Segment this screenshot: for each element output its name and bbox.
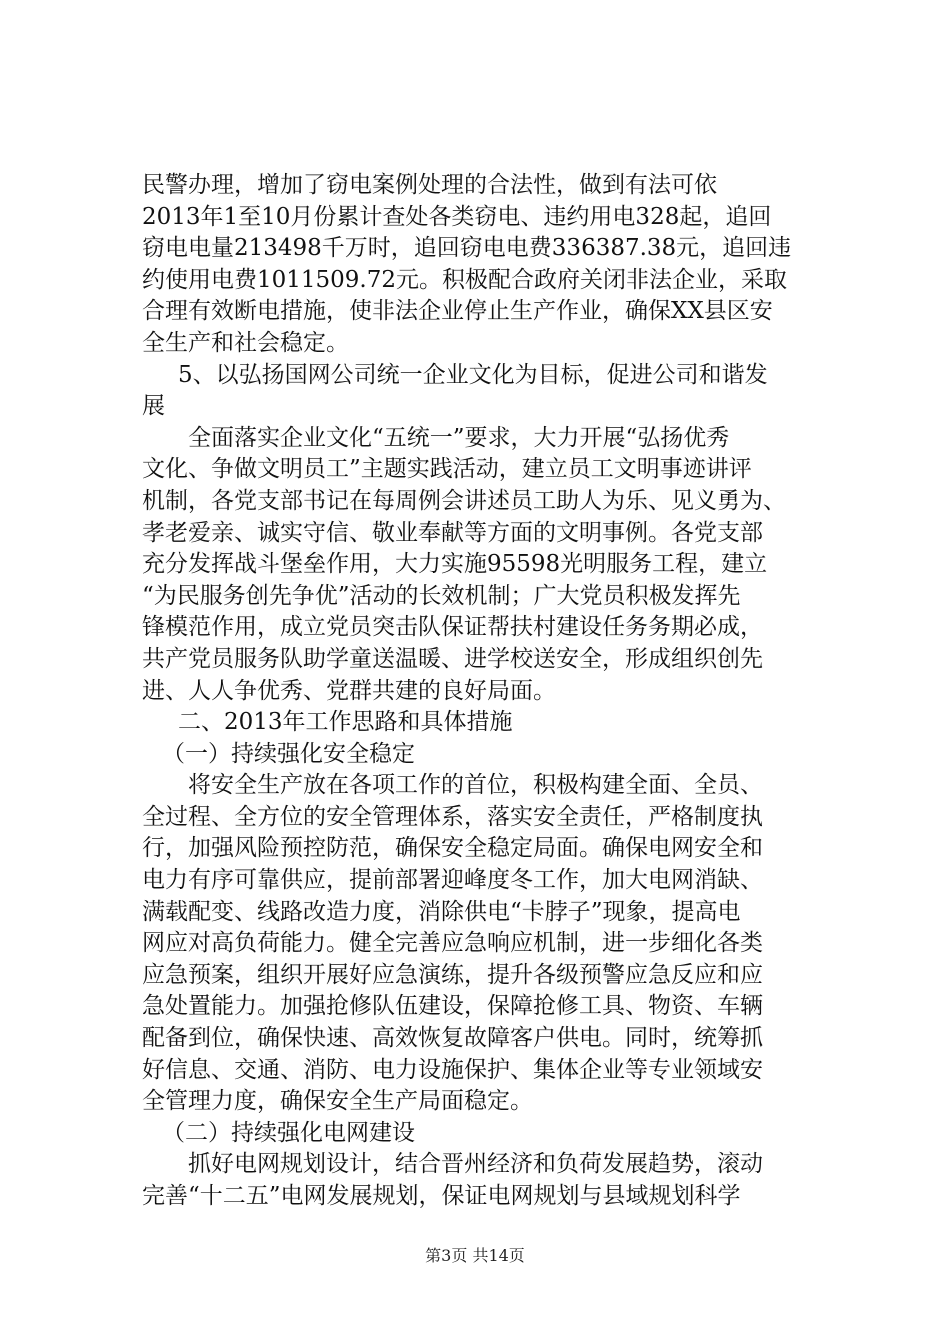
text-line: 配备到位，确保快速、高效恢复故障客户供电。同时，统筹抓 [142, 1025, 763, 1052]
text-line: 约使用电费1011509.72元。积极配合政府关闭非法企业，采取 [142, 266, 788, 293]
text-line: （一）持续强化安全稳定 [162, 740, 415, 767]
text-line: 孝老爱亲、诚实守信、敬业奉献等方面的文明事例。各党支部 [142, 519, 763, 546]
text-line: 2013年1至10月份累计查处各类窃电、违约用电328起，追回 [142, 203, 772, 230]
text-line: 行，加强风险预控防范，确保安全稳定局面。确保电网安全和 [142, 835, 763, 862]
text-line: 展 [142, 393, 165, 420]
text-line: 全生产和社会稳定。 [142, 329, 349, 356]
text-line: 文化、争做文明员工”主题实践活动，建立员工文明事迹讲评 [142, 456, 752, 483]
text-line: 充分发挥战斗堡垒作用，大力实施95598光明服务工程，建立 [142, 551, 768, 578]
text-line: 全面落实企业文化“五统一”要求，大力开展“弘扬优秀 [188, 424, 730, 451]
text-line: 窃电电量213498千万时，追回窃电电费336387.38元，追回违 [142, 235, 792, 262]
text-line: “为民服务创先争优”活动的长效机制；广大党员积极发挥先 [142, 582, 741, 609]
text-line: 网应对高负荷能力。健全完善应急响应机制，进一步细化各类 [142, 930, 763, 957]
text-line: （二）持续强化电网建设 [162, 1119, 415, 1146]
text-line: 民警办理，增加了窃电案例处理的合法性，做到有法可依 [142, 172, 717, 198]
text-line: 全过程、全方位的安全管理体系，落实安全责任，严格制度执 [142, 803, 763, 830]
text-line: 5、以弘扬国网公司统一企业文化为目标，促进公司和谐发 [178, 361, 768, 388]
text-line: 完善“十二五”电网发展规划，保证电网规划与县域规划科学 [142, 1183, 741, 1209]
document-body [142, 170, 832, 1213]
text-line: 应急预案，组织开展好应急演练，提升各级预警应急反应和应 [142, 961, 763, 988]
page-footer: 第3页 共14页 [425, 1246, 525, 1265]
text-line: 将安全生产放在各项工作的首位，积极构建全面、全员、 [188, 772, 763, 799]
text-line: 满载配变、线路改造力度，消除供电“卡脖子”现象，提高电 [142, 898, 741, 925]
text-line: 全管理力度，确保安全生产局面稳定。 [142, 1088, 533, 1115]
text-line: 二、2013年工作思路和具体措施 [178, 709, 513, 736]
text-line: 电力有序可靠供应，提前部署迎峰度冬工作，加大电网消缺、 [142, 867, 763, 894]
text-line: 机制，各党支部书记在每周例会讲述员工助人为乐、见义勇为、 [142, 487, 786, 514]
text-line: 进、人人争优秀、党群共建的良好局面。 [142, 677, 556, 704]
text-line: 锋模范作用，成立党员突击队保证帮扶村建设任务务期必成， [142, 614, 763, 641]
text-line: 好信息、交通、消防、电力设施保护、集体企业等专业领域安 [142, 1056, 763, 1083]
text-line: 抓好电网规划设计，结合晋州经济和负荷发展趋势，滚动 [188, 1151, 763, 1178]
text-line: 合理有效断电措施，使非法企业停止生产作业，确保XX县区安 [142, 298, 773, 325]
text-line: 急处置能力。加强抢修队伍建设，保障抢修工具、物资、车辆 [142, 993, 763, 1020]
text-line: 共产党员服务队助学童送温暖、进学校送安全，形成组织创先 [142, 645, 763, 672]
